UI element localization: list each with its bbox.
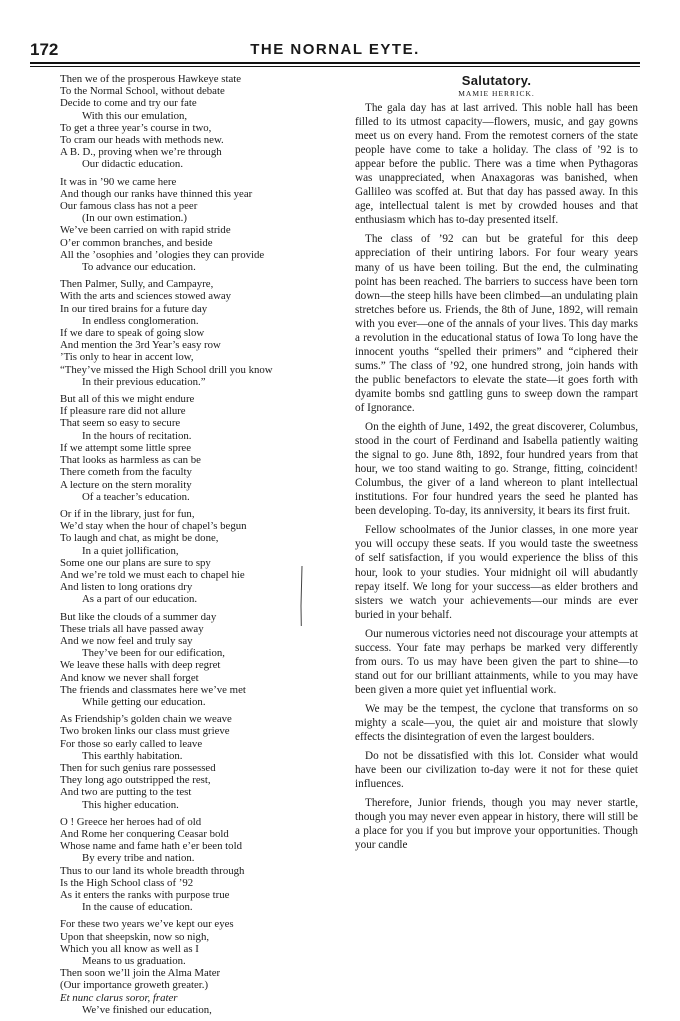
- poem-line: If pleasure rare did not allure: [60, 405, 186, 418]
- article-paragraph: The gala day has at last arrived. This noble hall has been filled to its utmost capacity—flowers, music, and gay gowns meet us on every hand. From the remotest corners of the state people have come to take a holiday. The class of ’92 is to appear before the public. There was a time when Pythagoras was unappreciated, when Anaxagoras was banished, when Gallileo was scoffed at. But that day has passed away. In this age, intellectual talent is met by crowded houses and that enthusiasm which has to-day presented itself.: [355, 102, 638, 227]
- poem-line: Which you all know as well as I: [60, 942, 199, 955]
- poem-line: They long ago outstripped the rest,: [60, 774, 211, 787]
- article-paragraph: We may be the tempest, the cyclone that transforms on so mighty a scale—you, the quiet air and moisture that slowly effects the disintegration of even the largest boulders.: [355, 702, 638, 744]
- poem-line: Some one our plans are sure to spy: [60, 556, 211, 569]
- article-paragraph: Therefore, Junior friends, though you may never startle, though you may never even appear in history, there will still be a place for you if you but improve your opportunities. Though your candle: [355, 797, 638, 852]
- poem-line: We leave these halls with deep regret: [60, 659, 221, 672]
- poem-line: And mention the 3rd Year’s easy row: [60, 339, 221, 352]
- article-paragraph: Fellow schoolmates of the Junior classes, in one more year you will occupy these seats. If you would taste the sweetness of self satisfaction, if you would experience the bliss of this hour, look to your studies. Your midnight oil will abudantly repay itself. We long for your success—as elder brothers and sisters we watch your achievements—our minds are ever buried in your behalf.: [355, 524, 638, 621]
- poem-line: For these two years we’ve kept our eyes: [60, 918, 234, 931]
- poem-line: And know we never shall forget: [60, 671, 199, 684]
- poem-line: In the hours of recitation.: [82, 429, 192, 442]
- poem-line: If we attempt some little spree: [60, 441, 192, 454]
- poem-line: In our tired brains for a future day: [60, 302, 208, 315]
- article-paragraph: Do not be dissatisfied with this lot. Consider what would have been our civilization to-day were it not for these quiet influences.: [355, 750, 638, 791]
- poem-stanza: [60, 611, 350, 709]
- poem-line: To advance our education.: [82, 261, 196, 274]
- page-header: [30, 40, 640, 60]
- poem-line: We’ve been carried on with rapid stride: [60, 224, 231, 237]
- article-title: Salutatory.: [461, 73, 532, 88]
- poem-line: It was in ’90 we came here: [60, 175, 177, 188]
- poem-line: Then we of the prosperous Hawkeye state: [60, 73, 242, 85]
- pencil-margin-mark: [300, 566, 303, 626]
- poem-line: Means to us graduation.: [82, 955, 186, 968]
- poem-line: We’ve finished our education,: [82, 1003, 212, 1016]
- poem-line: To get a three year’s course in two,: [60, 121, 212, 134]
- article-paragraph: Our numerous victories need not discourage your attempts at success. Your fate may perhaps be marked very differently from ours. To us may have been given the part to shine—to stand out for our brilliant attainments, while to you may have been given a more quiet yet influential work.: [355, 627, 638, 696]
- poem-line: With this our emulation,: [82, 109, 188, 122]
- poem-line: The friends and classmates here we’ve met: [60, 683, 246, 696]
- poem-line: But all of this we might endure: [60, 393, 195, 406]
- poem-stanza: [60, 713, 350, 811]
- poem-line: Our famous class has not a peer: [60, 200, 198, 213]
- poem-line: Thus to our land its whole breadth through: [60, 864, 245, 877]
- page-number: 172: [30, 40, 59, 59]
- poem-line: There cometh from the faculty: [60, 466, 192, 479]
- poem-stanza: [60, 393, 350, 503]
- poem-line: A lecture on the stern morality: [60, 478, 192, 491]
- poem-line: Decide to come and try our fate: [60, 97, 197, 110]
- article-paragraph: On the eighth of June, 1492, the great discoverer, Columbus, stood in the court of Ferdinand and Isabella patiently waiting the signal to go. June 8th, 1892, four hundred years from that hour, we too stand waiting to go. Strange, fitting, coincident! Columbus, the giver of a land whereon to plant intellectual institutions. For four hundred years the seed he planted has been developing. To-day, its anniversity, it bears its first fruit.: [355, 421, 638, 518]
- poem-line: And Rome her conquering Ceasar bold: [60, 827, 229, 840]
- poem-line: “They’ve missed the High School drill you know: [60, 363, 273, 376]
- poem-line: O ! Greece her heroes had of old: [60, 815, 202, 828]
- poem-line: To cram our heads with methods new.: [60, 134, 224, 147]
- poem-line: That seem so easy to secure: [60, 417, 181, 430]
- poem-line: Of a teacher’s education.: [82, 490, 190, 503]
- poem-line: This higher education.: [82, 798, 179, 811]
- poem-line: Then Palmer, Sully, and Campayre,: [60, 278, 214, 291]
- poem-line: Then soon we’ll join the Alma Mater: [60, 967, 221, 980]
- poem-line: As a part of our education.: [82, 593, 198, 606]
- article-body: [355, 101, 638, 852]
- poem-line: In a quiet jollification,: [82, 544, 179, 557]
- journal-title: THE NORNAL EYTE.: [250, 41, 420, 58]
- poem-stanza: [60, 73, 350, 171]
- poem-line: Then for such genius rare possessed: [60, 761, 216, 774]
- poem-line: By every tribe and nation.: [82, 852, 195, 865]
- poem-stanza: [60, 816, 350, 914]
- poem-line: And we now feel and truly say: [60, 634, 193, 647]
- poem-line: In their previous education.”: [82, 375, 206, 388]
- poem-line: And though our ranks have thinned this year: [60, 187, 253, 200]
- poem-line: But like the clouds of a summer day: [60, 610, 217, 623]
- poem-column: [60, 73, 350, 1021]
- poem-line: This earthly habitation.: [82, 749, 183, 762]
- poem-line: For those so early called to leave: [60, 737, 203, 750]
- poem-line: To laugh and chat, as might be done,: [60, 532, 219, 545]
- poem-line: To the Normal School, without debate: [60, 85, 225, 98]
- poem-line: Two broken links our class must grieve: [60, 725, 230, 738]
- header-rule: [30, 62, 640, 64]
- poem-line: Whose name and fame hath e’er been told: [60, 840, 242, 853]
- poem-line: Our didactic education.: [82, 158, 184, 171]
- poem-line: We’d stay when the hour of chapel’s begun: [60, 520, 247, 533]
- poem-line: Or if in the library, just for fun,: [60, 507, 195, 520]
- poem-stanza: [60, 278, 350, 388]
- poem-line: In the cause of education.: [82, 901, 193, 914]
- poem-line: Is the High School class of ’92: [60, 876, 194, 889]
- salutatory-article: [355, 73, 638, 857]
- poem-stanza: [60, 176, 350, 274]
- poem-line: Upon that sheepskin, now so nigh,: [60, 930, 210, 943]
- poem-line: They’ve been for our edification,: [82, 647, 225, 660]
- article-paragraph: The class of ’92 can but be grateful for this deep appreciation of their untiring labors. For four weary years many of us have been toiling. But the end, the culminating point has been reached. The barriers to success have been torn down—the steep hills have been climbed—an undulating plain stretches before us. Friends, the 8th of June, 1892, will remain with you ever—one of the annals of your lives. This day marks a revolution in the educational status of Iowa To long have the innocent youths “spelled their primers” and “ciphered their sums.” The class of ’92, one hundred strong, join hands with the public benefactors to elevate the state—it goes forth with dyamite bombs snd gattling guns to sweep down the rampart of Ignorance.: [355, 233, 638, 414]
- poem-line: Et nunc clarus soror, frater: [60, 991, 178, 1004]
- poem-line: While getting our education.: [82, 695, 206, 708]
- poem-line: A B. D., proving when we’re through: [60, 146, 222, 159]
- poem-line: (In our own estimation.): [82, 212, 187, 225]
- poem-stanza: [60, 508, 350, 606]
- poem-line: And listen to long orations dry: [60, 581, 193, 594]
- poem-line: In endless conglomeration.: [82, 314, 199, 327]
- poem-line: And two are putting to the test: [60, 786, 192, 799]
- poem-line: And we’re told we must each to chapel hie: [60, 568, 245, 581]
- poem-line: With the arts and sciences stowed away: [60, 290, 232, 303]
- article-author: MAMIE HERRICK.: [458, 89, 535, 98]
- poem-line: As it enters the ranks with purpose true: [60, 889, 230, 901]
- poem-line: (Our importance groweth greater.): [60, 979, 209, 992]
- header-rule-thin: [30, 66, 640, 67]
- poem-stanza: [60, 918, 350, 1016]
- poem-line: O’er common branches, and beside: [60, 236, 213, 249]
- poem-line: If we dare to speak of going slow: [60, 327, 205, 340]
- poem-line: As Friendship’s golden chain we weave: [60, 713, 232, 726]
- poem-line: ’Tis only to hear in accent low,: [60, 351, 194, 364]
- poem-line: These trials all have passed away: [60, 622, 204, 635]
- poem-line: All the ’osophies and ’ologies they can provide: [60, 248, 265, 261]
- poem-line: That looks as harmless as can be: [60, 454, 201, 467]
